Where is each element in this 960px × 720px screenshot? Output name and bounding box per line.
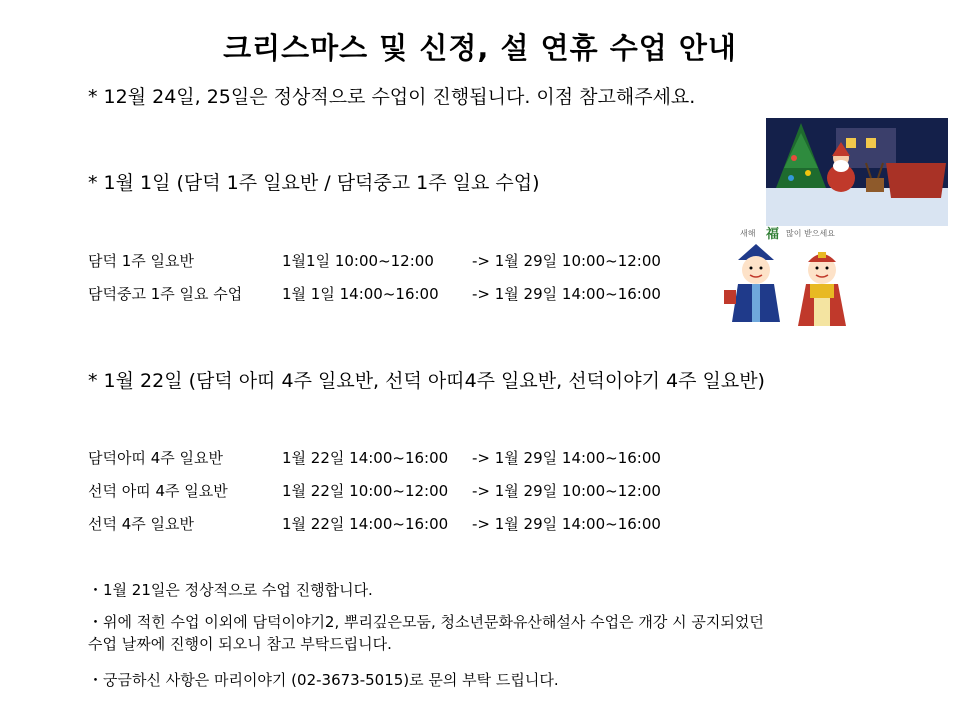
original-time: 1월1일 10:00~12:00: [282, 252, 434, 270]
class-name: 선덕 4주 일요반: [88, 515, 195, 533]
section2-heading: * 1월 22일 (담덕 아띠 4주 일요반, 선덕 아띠4주 일요반, 선덕이야기 4주 일요반): [88, 370, 765, 392]
class-name: 담덕 1주 일요반: [88, 252, 195, 270]
class-name: 담덕아띠 4주 일요반: [88, 449, 224, 467]
greeting-char: 福: [766, 227, 780, 242]
makeup-time: -> 1월 29일 10:00~12:00: [472, 482, 661, 500]
info-bullet: ・위에 적힌 수업 이외에 담덕이야기2, 뿌리깊은모둠, 청소년문화유산해설사 수업은 개강 시 공지되었던: [88, 613, 764, 631]
original-time: 1월 1일 14:00~16:00: [282, 285, 439, 303]
info-bullet-continued: 수업 날짜에 진행이 되오니 참고 부탁드립니다.: [88, 635, 392, 653]
class-name: 담덕중고 1주 일요 수업: [88, 285, 243, 303]
christmas-santa-image: [766, 118, 948, 226]
new-year-greeting-image: [716, 218, 868, 342]
notice-line: * 12월 24일, 25일은 정상적으로 수업이 진행됩니다. 이점 참고해주세요.: [88, 86, 696, 108]
makeup-time: -> 1월 29일 14:00~16:00: [472, 515, 661, 533]
original-time: 1월 22일 10:00~12:00: [282, 482, 449, 500]
makeup-time: -> 1월 29일 14:00~16:00: [472, 449, 661, 467]
greeting-text-left: 새해: [740, 229, 756, 238]
original-time: 1월 22일 14:00~16:00: [282, 515, 449, 533]
greeting-text-right: 많이 받으세요: [786, 229, 835, 238]
makeup-time: -> 1월 29일 14:00~16:00: [472, 285, 661, 303]
class-name: 선덕 아띠 4주 일요반: [88, 482, 228, 500]
makeup-time: -> 1월 29일 10:00~12:00: [472, 252, 661, 270]
original-time: 1월 22일 14:00~16:00: [282, 449, 449, 467]
section1-heading: * 1월 1일 (담덕 1주 일요반 / 담덕중고 1주 일요 수업): [88, 172, 540, 194]
page-title: 크리스마스 및 신정, 설 연휴 수업 안내: [223, 31, 737, 65]
info-bullet: ・1월 21일은 정상적으로 수업 진행합니다.: [88, 581, 373, 599]
info-bullet: ・궁금하신 사항은 마리이야기 (02-3673-5015)로 문의 부탁 드립니다.: [88, 671, 559, 689]
